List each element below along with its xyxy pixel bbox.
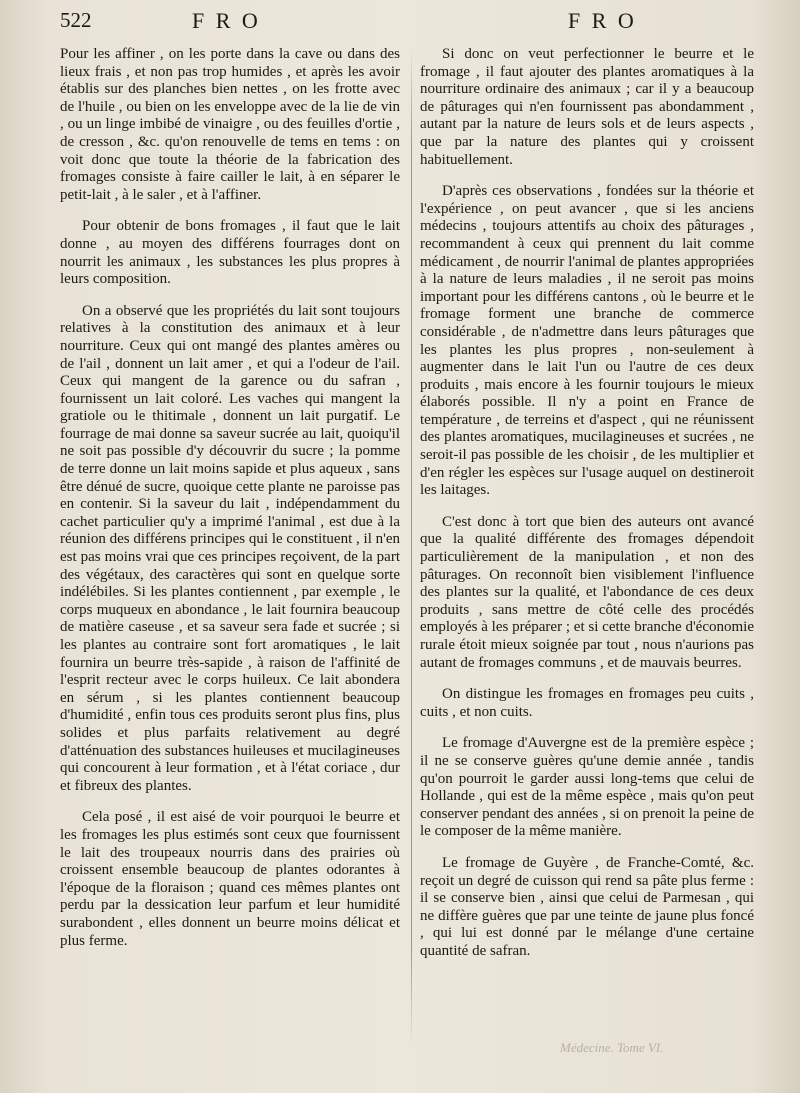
bleed-through-text: Médecine. Tome VI. — [560, 1040, 664, 1055]
paragraph: Pour obtenir de bons fromages , il faut que le lait donne , au moyen des différens fourrages dont on nourrit les animaux , les substances les plus propres à leurs composition. — [60, 218, 400, 288]
paragraph: On a observé que les propriétés du lait sont toujours relatives à la constitution des animaux et à leur nourriture. Ceux qui ont mangé des plantes amères ou de l'ail , donnent un lait amer , et qui a l'odeur de l'ail. Ceux qui mangent de la garence ou du safran , fournissent un lait coloré. Les vaches qui mangent la gratiole ou le thitimale , donnent un lait purgatif. Le fourrage de mai donne sa saveur sucrée au lait, quoiqu'il ne soit pas possible d'y découvrir du sucre ; la pomme de terre donne un lait moins sapide et plus aqueux , sans être dénué de sucre, quoique cette plante ne paroisse pas en contenir. Si la saveur du lait , indépendamment du cachet particulier qu'y a imprimé l'animal , est due à la réunion des différens principes qui le constituent , il n'en est pas moins vrai que ces principes reçoivent, de la part des végétaux, des caractères qui sont en quelque sorte indélébiles. Si les plantes contiennent , par exemple , le corps muqueux en abondance , le lait fournira beaucoup de matière caseuse , et sa saveur sera fade et sucrée ; si les plantes au contraire sont fort aromatiques , le lait fournira un beurre très-sapide , à raison de l'affinité de l'esprit recteur avec le corps huileux. Ce lait abondera en sérum , si les plantes contiennent beaucoup d'humidité , enfin tous ces produits seront plus fins, plus solides et plus parfaits relativement au degré d'atténuation des substances huileuses et mucilagineuses qui concourent à leur formation , et à l'état coriace , dur et fibreux des plantes. — [60, 302, 400, 794]
left-column — [60, 46, 400, 964]
running-head-right: F R O — [568, 8, 637, 33]
paragraph: D'après ces observations , fondées sur la théorie et l'expérience , on peut avancer , que si les anciens médecins , toujours attentifs au choix des pâturages , recommandent à ceux qui prennent du lait comme médicament , de nourrir l'animal de plantes appropriées à la nature de leurs maladies , il ne seroit pas moins important pour les différens cantons , où le beurre et le fromage forment une branche de commerce considérable , de n'admettre dans leurs pâturages que les plantes les plus propres , non-seulement à augmenter dans le lait l'un ou l'autre de ces deux produits , mais encore à les fournir toujours le mieux élaborés possible. Il n'y a point en France de température , de terreins et d'aspect , qui ne réunissent des plantes aromatiques, mucilagineuses et sucrées , ne seroit-il pas possible de les choisir , de les multiplier et d'en régler les espèces sur l'usage auquel on destineroit les laitages. — [420, 183, 754, 499]
page-number: 522 — [60, 8, 92, 32]
running-head-left: F R O — [192, 8, 261, 33]
page-header — [0, 8, 800, 44]
paragraph: On distingue les fromages en fromages peu cuits , cuits , et non cuits. — [420, 686, 754, 720]
paragraph: C'est donc à tort que bien des auteurs ont avancé que la qualité différente des fromages dépendoit particulièrement de la manipulation , et non des pâturages. On reconnoît bien visiblement l'influence des plantes sur la qualité, et l'abondance de ces deux produits , sans mettre de côté celle des procédés employés à les préparer ; et si cette branche d'économie rurale étoit mieux soignée par tout , nous n'aurions pas autant de fromages communs , et de mauvais beurres. — [420, 513, 754, 671]
paragraph: Pour les affiner , on les porte dans la cave ou dans des lieux frais , et non pas trop humides , et après les avoir établis sur des planches bien nettes , on les frotte avec de l'huile , ou bien on les enveloppe avec de la lie de vin , ou un linge imbibé de vinaigre , ou des feuilles d'ortie , de cresson , &c. qu'on renouvelle de tems en tems : on voit donc que toute la théorie de la fabrication des fromages consiste à faire cailler le lait, à en séparer le petit-lait , à le saler , et à l'affiner. — [60, 46, 400, 203]
paragraph: Cela posé , il est aisé de voir pourquoi le beurre et les fromages les plus estimés sont ceux que fournissent le lait des troupeaux nourris dans des prairies où croissent ensemble beaucoup de plantes odorantes à l'époque de la floraison ; quand ces mêmes plantes ont perdu par la dessication leur parfum et leur humidité surabondent , elles donnent un beurre moins délicat et plus ferme. — [60, 809, 400, 949]
paragraph: Si donc on veut perfectionner le beurre et le fromage , il faut ajouter des plantes aromatiques à la nourriture ordinaire des animaux ; car il y a beaucoup de pâturages qui n'en fournissent pas abondamment , autant par la nature de leurs sols et de leurs aspects , que par la nature des plantes qui y croissent habituellement. — [420, 46, 754, 168]
right-column — [420, 46, 754, 975]
paragraph: Le fromage de Guyère , de Franche-Comté, &c. reçoit un degré de cuisson qui rend sa pâte plus ferme : il se conserve bien , ainsi que celui de Parmesan , qui ne diffère guères que par une teinte de jaune plus foncé , qui lui est donné par le mélange d'une certaine quantité de safran. — [420, 854, 754, 959]
column-divider — [411, 46, 412, 1046]
paragraph: Le fromage d'Auvergne est de la première espèce ; il ne se conserve guères qu'une demie année , tandis qu'on pourroit le garder aussi long-tems que celui de Hollande , qui est de la même espèce , mais qu'on peut conserver pendant des années , si on prenoit la peine de le composer de la même manière. — [420, 735, 754, 840]
